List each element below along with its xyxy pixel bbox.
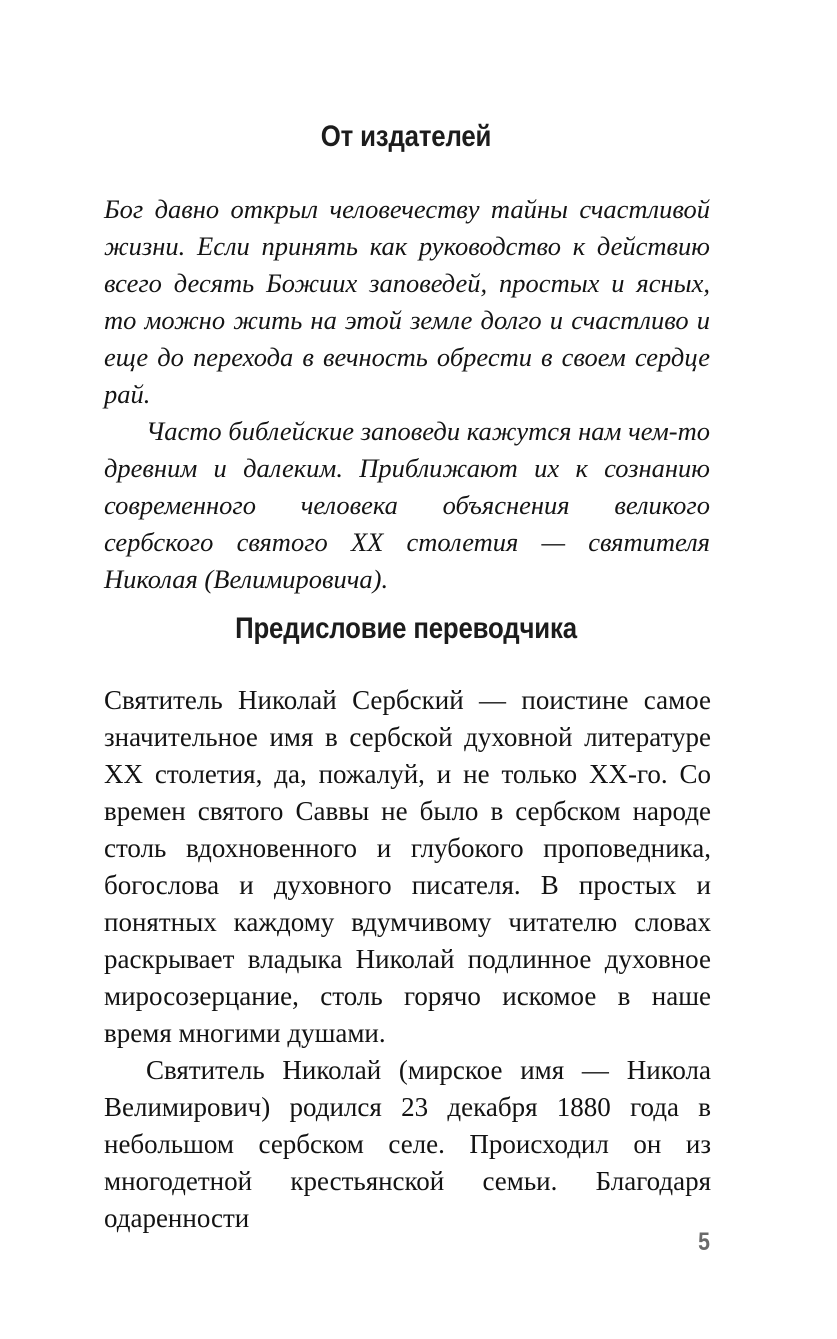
preface-paragraph-2: Святитель Николай (мирское имя — Никола Велимирович) родился 23 декабря 1880 года в небольшом сербском селе. Происходил он из многодетной крестьянской семьи. Благодаря одаренности [104, 1055, 711, 1233]
preface-paragraph-1: Святитель Николай Сербский — поистине самое значительное имя в сербской духовной литературе XX столетия, да, пожалуй, и не только XX-го. Со времен святого Саввы не было в сербском народе столь вдохновенного и глубокого проповедника, богослова и духовного писателя. В простых и понятных каждому вдумчивому читателю словах раскрывает владыка Николай подлинное духовное миросозерцание, столь горячо искомое в наше время многими душами. [104, 685, 711, 1048]
foreword-text-block [104, 191, 710, 598]
section-heading-predislovie-perevodchika: Предисловие переводчика [235, 612, 577, 645]
page-number-value: 5 [698, 1228, 710, 1256]
translator-preface-text-block [104, 682, 711, 1237]
section-heading-ot-izdatelei: От издателей [320, 120, 492, 153]
section-heading-ot-izdatelei-container [104, 120, 708, 154]
foreword-paragraph-1: Бог давно открыл человечеству тайны счастливой жизни. Если принять как руководство к действию всего десять Божиих заповедей, простых и ясных, то можно жить на этой земле долго и счастливо и еще до перехода в вечность обрести в своем сердце рай. [104, 194, 710, 409]
page-number-folio [104, 1228, 710, 1256]
foreword-paragraph-2: Часто библейские заповеди кажутся нам чем-то древним и далеким. Приближают их к сознанию современного человека объяснения великого сербского святого XX столетия — святителя Николая (Велимировича). [104, 416, 710, 594]
section-heading-predislovie-container [104, 612, 708, 646]
